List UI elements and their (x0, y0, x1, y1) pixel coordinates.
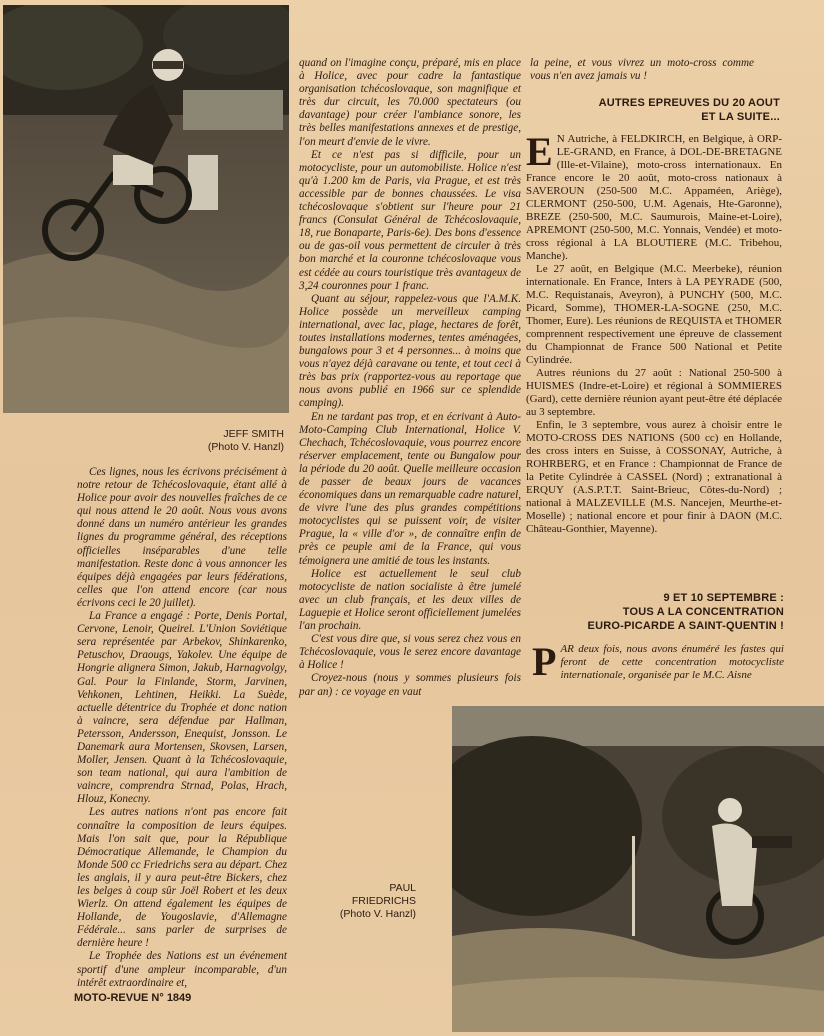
paragraph: la peine, et vous vivrez un moto-cross comme vous n'en avez jamais vu ! (530, 57, 754, 83)
paragraph: AR deux fois, nous avons énuméré les fastes qui feront de cette concentration motocycliste internationale, organisée par le M.C. Aisne (560, 643, 784, 681)
photo-paul-friedrichs-image (452, 706, 824, 1032)
dropcap: E (526, 129, 553, 174)
heading-line: TOUS A LA CONCENTRATION (622, 606, 784, 618)
heading-line: ET LA SUITE... (701, 111, 780, 123)
photo-paul-friedrichs (452, 706, 824, 1032)
paragraph: Ces lignes, nous les écrivons précisément à notre retour de Tchécoslovaquie, étant allé à Holice pour avoir des nouvelles fraîches de ce qui nous attend le 20 août. Nous vous avons donné dans un numéro antérieur les grandes lignes du programme général, des réceptions officielles inséparables d'une telle manifestation. Reste donc à vous annoncer les équipes déjà engagées par leurs fédérations, celles que l'on attend encore (car nous écrivons ceci le 20 juillet). (77, 466, 287, 609)
photo-paul-friedrichs-caption (300, 882, 416, 921)
caption-credit: (Photo V. Hanzl) (207, 441, 284, 453)
column-3-section-1 (526, 129, 782, 536)
photo-jeff-smith-caption (150, 428, 284, 454)
heading-line: AUTRES EPREUVES DU 20 AOUT (598, 97, 780, 109)
caption-name: JEFF SMITH (223, 428, 284, 440)
column-3-intro (530, 57, 754, 83)
paragraph: Quant au séjour, rappelez-vous que l'A.M.K. Holice possède un merveilleux camping international, avec lac, plage, hectares de forêt, toutes installations modernes, tentes aménagées, bungalows pour 3 et 4 personnes... à moins que vous n'ayez déjà caravane ou tente, et tout ceci à très bas prix (rapportez-vous au reportage que nous avons publié en 1966 sur ce splendide camping). (299, 292, 521, 410)
paragraph: Le Trophée des Nations est un événement sportif d'une ampleur incomparable, d'un intérêt extraordinaire et, (77, 950, 287, 989)
paragraph: Croyez-nous (nous y sommes plusieurs fois par an) : ce voyage en vaut (299, 672, 521, 698)
column-2-text (299, 57, 521, 699)
column-1-text (77, 466, 287, 990)
paragraph: Les autres nations n'ont pas encore fait connaître la composition de leurs équipes. Mais l'on sait que, pour la République Démocratique Allemande, le Champion du Monde 500 cc Friedrichs sera au départ. Chez les anglais, il y aura peut-être Bickers, chez les belges à coup sûr Joël Robert et les deux Wierlz. On attend également les équipes de Hollande, de Yougoslavie, d'Allemagne Fédérale... sans parler de surprises de dernière heure ! (77, 806, 287, 950)
paragraph: La France a engagé : Porte, Denis Portal, Cervone, Lenoir, Queirel. L'Union Soviétique sera représentée par Arbekov, Shinkarenko, Petuschov, Draougs, Yakolev. Une équipe de Hongrie alignera Simon, Jakub, Harnagvolgy, Gal. Pour la Finlande, Storm, Jarvinen, Vehkonen, Lehtinen, Heikki. La Suède, actuelle détentrice du Trophée et donc nation à vaincre, sera défendue par Hallman, Petersson, Andersson, Enequist, Jonsson. Le Danemark aura Mortensen, Skovsen, Larsen, Moller, Jensen. Quant à la Tchécoslovaquie, son team national, qui aura l'ambition de vaincre, comprendra Strnad, Polas, Hrach, Hlouz, Konecny. (77, 610, 287, 806)
column-3-section-2 (532, 639, 784, 684)
caption-credit: (Photo V. Hanzl) (339, 908, 416, 920)
caption-name: FRIEDRICHS (351, 895, 416, 907)
dropcap: P (532, 639, 557, 684)
paragraph: quand on l'imagine conçu, préparé, mis en place à Holice, avec pour cadre la fantastique organisation tchécoslovaque, son magnifique et très dur circuit, les 70.000 spectateurs (ou davantage) pour créer l'ambiance sonore, les très belles manifestations annexes et de prestige, l'on meurt d'envie de le vivre. (299, 57, 521, 148)
paragraph: Et ce n'est pas si difficile, pour un motocycliste, pour un automobiliste. Holice n'est qu'à 1.200 km de Paris, via Prague, et est très accessible par de bonnes chaussées. Le visa tchécoslovaque s'obtient sur l'heure pour 21 francs (Consulat Général de Tchécoslovaquie, 18, rue Bonaparte, Paris-6e). Des bons d'essence ou de gas-oil vous permettent de circuler à très bon marché et la couronne tchécoslovaque vous est cédée au cours touristique très avantageux de 3,24 couronnes pour 1 franc. (299, 148, 521, 292)
heading-line: EURO-PICARDE A SAINT-QUENTIN ! (587, 620, 784, 632)
heading-autres-epreuves (530, 96, 780, 124)
paragraph: Autres réunions du 27 août : National 250-500 à HUISMES (Indre-et-Loire) et régional à SOMMIERES (Gard), cette dernière réunion ayant peut-être été déplacée au 3 septembre. (526, 367, 782, 418)
paragraph: Enfin, le 3 septembre, vous aurez à choisir entre le MOTO-CROSS DES NATIONS (500 cc) en Hollande, des cross inters en Suisse, à COSSONAY, Autriche, à ROHRBERG, et en France : Championnat de France de la Petite Cylindrée à CASSEL (Nord) ; extranational à ERQUY (A.S.P.T.T. Saint-Brieuc, Côtes-du-Nord) ; national à MALZEVILLE (M.S. Nancejen, Meurthe-et-Moselle) ; national encore et pour finir à DAON (M.C. Château-Gonthier, Mayenne). (526, 419, 782, 535)
paragraph: C'est vous dire que, si vous serez chez vous en Tchécoslovaquie, vous le serez encore davantage à Holice ! (299, 633, 521, 672)
photo-jeff-smith-image (3, 5, 289, 413)
heading-line: 9 ET 10 SEPTEMBRE : (663, 592, 784, 604)
page-footer: MOTO-REVUE N° 1849 (74, 992, 192, 1004)
paragraph: En ne tardant pas trop, et en écrivant à Auto-Moto-Camping Club International, Holice V. Chechach, Tchécoslovaquie, vous pourrez encore réserver emplacement, tente ou Bungalow pour la période du 20 août. Quelle meilleure occasion de passer de beaux jours de vacances économiques dans un remarquable cadre naturel, de vivre l'une des plus grandes compétitions motocyclistes qui se puissent voir, de visiter Prague, la « ville d'or », de connaître enfin de près ce peuple ami de la France, qui vous témoignera une amitié de tous les instants. (299, 410, 521, 567)
caption-name: PAUL (389, 882, 416, 894)
paragraph: Holice est actuellement le seul club motocycliste de nation socialiste à être jumelé avec un club français, et les deux villes de Laguepie et Holice seront officiellement jumelées l'an prochain. (299, 567, 521, 633)
heading-concentration (530, 591, 784, 633)
paragraph: Le 27 août, en Belgique (M.C. Meerbeke), réunion internationale. En France, Inters à LA PEYRADE (500, M.C. Requistanais, Aveyron), à PUNCHY (500, M.C. Picard, Somme), THOMER-LA-SOGNE (250, M.C. Thomer, Eure). Les réunions de REQUISTA et THOMER comprennent respectivement une épreuve de classement du Championnat de France 500 National et Petite Cylindrée. (526, 263, 782, 366)
photo-jeff-smith (3, 5, 289, 413)
paragraph: N Autriche, à FELDKIRCH, en Belgique, à ORP-LE-GRAND, en France, à DOL-DE-BRETAGNE (Ille-et-Vilaine), moto-cross internationaux. En France encore le 20 août, moto-cross nationaux à SAVEROUN (250-500 M.C. Appaméen, Ariège), CLERMONT (250-500, U.M. Agenais, Hte-Garonne), BREZE (250-500, M.C. Saumurois, Maine-et-Loire), APREMONT (250-500, M.C. Yonnais, Vendée) et moto-cross régional à LA BLOUTIERE (M.C. Tribehou, Manche). (526, 133, 782, 262)
